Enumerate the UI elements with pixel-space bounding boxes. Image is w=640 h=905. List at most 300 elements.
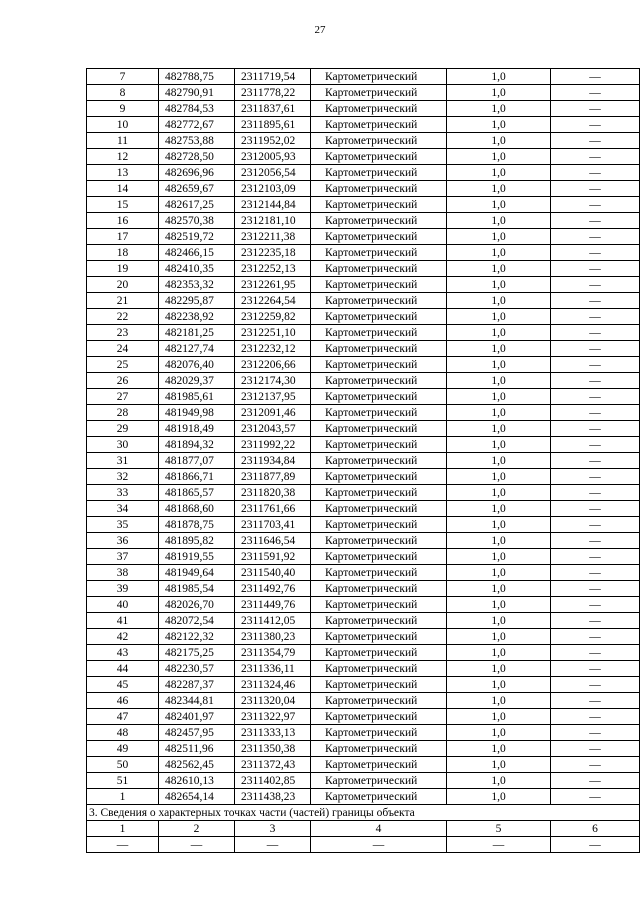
cell-acc: 1,0 xyxy=(447,325,551,341)
cell-desc: — xyxy=(551,469,640,485)
table-row xyxy=(87,757,640,773)
cell-y: 2312211,38 xyxy=(235,229,311,245)
cell-n: 29 xyxy=(87,421,159,437)
cell-desc: — xyxy=(551,741,640,757)
cell-method: Картометрический xyxy=(311,677,447,693)
cell-n: 34 xyxy=(87,501,159,517)
cell-x: 482562,45 xyxy=(159,757,235,773)
cell-x: 482570,38 xyxy=(159,213,235,229)
cell-x: 482295,87 xyxy=(159,293,235,309)
cell-method: Картометрический xyxy=(311,789,447,805)
table-row xyxy=(87,245,640,261)
cell-n: 17 xyxy=(87,229,159,245)
cell-desc: — xyxy=(551,597,640,613)
cell-x: 481895,82 xyxy=(159,533,235,549)
cell-y: 2312259,82 xyxy=(235,309,311,325)
table-row xyxy=(87,293,640,309)
column-header: 5 xyxy=(447,821,551,837)
cell-method: Картометрический xyxy=(311,661,447,677)
table-row xyxy=(87,741,640,757)
table-row xyxy=(87,629,640,645)
cell-desc: — xyxy=(551,725,640,741)
cell-y: 2311703,41 xyxy=(235,517,311,533)
cell-y: 2311350,38 xyxy=(235,741,311,757)
table-row xyxy=(87,373,640,389)
cell-x: 482654,14 xyxy=(159,789,235,805)
cell-method: Картометрический xyxy=(311,581,447,597)
cell-n: 20 xyxy=(87,277,159,293)
cell-desc: — xyxy=(551,661,640,677)
cell-desc: — xyxy=(551,677,640,693)
cell-x: 481866,71 xyxy=(159,469,235,485)
cell-desc: — xyxy=(551,229,640,245)
cell-desc: — xyxy=(551,789,640,805)
cell-method: Картометрический xyxy=(311,757,447,773)
table-row xyxy=(87,677,640,693)
cell-method: Картометрический xyxy=(311,597,447,613)
cell-acc: 1,0 xyxy=(447,357,551,373)
empty-cell: — xyxy=(311,837,447,853)
cell-x: 481949,64 xyxy=(159,565,235,581)
cell-acc: 1,0 xyxy=(447,661,551,677)
table-row xyxy=(87,773,640,789)
table-row xyxy=(87,309,640,325)
cell-n: 24 xyxy=(87,341,159,357)
cell-method: Картометрический xyxy=(311,357,447,373)
table-row xyxy=(87,661,640,677)
cell-acc: 1,0 xyxy=(447,341,551,357)
cell-desc: — xyxy=(551,325,640,341)
cell-y: 2311992,22 xyxy=(235,437,311,453)
cell-method: Картометрический xyxy=(311,165,447,181)
cell-desc: — xyxy=(551,437,640,453)
cell-x: 481865,57 xyxy=(159,485,235,501)
table-row xyxy=(87,725,640,741)
cell-desc: — xyxy=(551,213,640,229)
cell-x: 482122,32 xyxy=(159,629,235,645)
cell-acc: 1,0 xyxy=(447,581,551,597)
cell-desc: — xyxy=(551,517,640,533)
cell-acc: 1,0 xyxy=(447,69,551,85)
cell-y: 2312144,84 xyxy=(235,197,311,213)
cell-y: 2311372,43 xyxy=(235,757,311,773)
cell-method: Картометрический xyxy=(311,245,447,261)
cell-x: 482466,15 xyxy=(159,245,235,261)
page-number: 27 xyxy=(314,24,326,36)
table-row xyxy=(87,517,640,533)
cell-x: 482076,40 xyxy=(159,357,235,373)
cell-acc: 1,0 xyxy=(447,165,551,181)
table-row xyxy=(87,693,640,709)
cell-x: 482410,35 xyxy=(159,261,235,277)
cell-method: Картометрический xyxy=(311,405,447,421)
cell-n: 19 xyxy=(87,261,159,277)
cell-method: Картометрический xyxy=(311,101,447,117)
cell-desc: — xyxy=(551,485,640,501)
cell-desc: — xyxy=(551,309,640,325)
cell-y: 2312174,30 xyxy=(235,373,311,389)
cell-x: 482287,37 xyxy=(159,677,235,693)
cell-y: 2311333,13 xyxy=(235,725,311,741)
cell-n: 15 xyxy=(87,197,159,213)
cell-n: 51 xyxy=(87,773,159,789)
cell-acc: 1,0 xyxy=(447,693,551,709)
cell-n: 37 xyxy=(87,549,159,565)
section-header-row xyxy=(87,821,640,837)
cell-desc: — xyxy=(551,613,640,629)
cell-x: 481919,55 xyxy=(159,549,235,565)
table-row xyxy=(87,485,640,501)
cell-n: 10 xyxy=(87,117,159,133)
cell-acc: 1,0 xyxy=(447,485,551,501)
cell-desc: — xyxy=(551,293,640,309)
empty-cell: — xyxy=(235,837,311,853)
cell-method: Картометрический xyxy=(311,549,447,565)
cell-y: 2311778,22 xyxy=(235,85,311,101)
table-row xyxy=(87,597,640,613)
cell-acc: 1,0 xyxy=(447,101,551,117)
cell-acc: 1,0 xyxy=(447,85,551,101)
cell-y: 2311438,23 xyxy=(235,789,311,805)
cell-desc: — xyxy=(551,69,640,85)
cell-y: 2311322,97 xyxy=(235,709,311,725)
cell-x: 482659,67 xyxy=(159,181,235,197)
cell-y: 2312005,93 xyxy=(235,149,311,165)
cell-method: Картометрический xyxy=(311,181,447,197)
cell-y: 2311591,92 xyxy=(235,549,311,565)
cell-method: Картометрический xyxy=(311,69,447,85)
cell-acc: 1,0 xyxy=(447,533,551,549)
cell-y: 2311952,02 xyxy=(235,133,311,149)
cell-y: 2312206,66 xyxy=(235,357,311,373)
cell-method: Картометрический xyxy=(311,533,447,549)
cell-method: Картометрический xyxy=(311,741,447,757)
table-row xyxy=(87,133,640,149)
cell-acc: 1,0 xyxy=(447,757,551,773)
cell-n: 31 xyxy=(87,453,159,469)
cell-x: 482181,25 xyxy=(159,325,235,341)
cell-n: 18 xyxy=(87,245,159,261)
cell-method: Картометрический xyxy=(311,421,447,437)
cell-x: 481949,98 xyxy=(159,405,235,421)
table-row xyxy=(87,341,640,357)
table-row xyxy=(87,261,640,277)
cell-x: 482238,92 xyxy=(159,309,235,325)
cell-method: Картометрический xyxy=(311,517,447,533)
cell-acc: 1,0 xyxy=(447,421,551,437)
boundary-points-table xyxy=(86,68,640,853)
table-row xyxy=(87,533,640,549)
cell-method: Картометрический xyxy=(311,773,447,789)
cell-y: 2311646,54 xyxy=(235,533,311,549)
cell-n: 1 xyxy=(87,789,159,805)
cell-y: 2311837,61 xyxy=(235,101,311,117)
cell-y: 2312235,18 xyxy=(235,245,311,261)
cell-y: 2312043,57 xyxy=(235,421,311,437)
cell-acc: 1,0 xyxy=(447,405,551,421)
cell-n: 14 xyxy=(87,181,159,197)
cell-n: 8 xyxy=(87,85,159,101)
cell-x: 482127,74 xyxy=(159,341,235,357)
cell-n: 7 xyxy=(87,69,159,85)
cell-method: Картометрический xyxy=(311,293,447,309)
cell-desc: — xyxy=(551,709,640,725)
column-header: 1 xyxy=(87,821,159,837)
cell-desc: — xyxy=(551,133,640,149)
cell-x: 481985,54 xyxy=(159,581,235,597)
cell-acc: 1,0 xyxy=(447,629,551,645)
cell-n: 43 xyxy=(87,645,159,661)
cell-x: 482175,25 xyxy=(159,645,235,661)
table-row xyxy=(87,613,640,629)
cell-acc: 1,0 xyxy=(447,229,551,245)
empty-cell: — xyxy=(551,837,640,853)
cell-x: 481918,49 xyxy=(159,421,235,437)
table-row xyxy=(87,549,640,565)
cell-acc: 1,0 xyxy=(447,133,551,149)
cell-y: 2311402,85 xyxy=(235,773,311,789)
cell-n: 38 xyxy=(87,565,159,581)
cell-y: 2312261,95 xyxy=(235,277,311,293)
cell-y: 2311412,05 xyxy=(235,613,311,629)
column-header: 3 xyxy=(235,821,311,837)
cell-n: 13 xyxy=(87,165,159,181)
cell-desc: — xyxy=(551,629,640,645)
cell-desc: — xyxy=(551,341,640,357)
cell-n: 40 xyxy=(87,597,159,613)
cell-n: 28 xyxy=(87,405,159,421)
cell-x: 481868,60 xyxy=(159,501,235,517)
cell-y: 2312264,54 xyxy=(235,293,311,309)
cell-y: 2311492,76 xyxy=(235,581,311,597)
cell-desc: — xyxy=(551,197,640,213)
cell-acc: 1,0 xyxy=(447,453,551,469)
cell-y: 2312232,12 xyxy=(235,341,311,357)
table-row xyxy=(87,69,640,85)
cell-acc: 1,0 xyxy=(447,501,551,517)
cell-y: 2311719,54 xyxy=(235,69,311,85)
cell-acc: 1,0 xyxy=(447,261,551,277)
cell-n: 23 xyxy=(87,325,159,341)
table-row xyxy=(87,709,640,725)
cell-n: 46 xyxy=(87,693,159,709)
cell-method: Картометрический xyxy=(311,645,447,661)
cell-x: 482519,72 xyxy=(159,229,235,245)
cell-x: 482072,54 xyxy=(159,613,235,629)
cell-n: 41 xyxy=(87,613,159,629)
table-row xyxy=(87,213,640,229)
cell-x: 482790,91 xyxy=(159,85,235,101)
cell-x: 481985,61 xyxy=(159,389,235,405)
cell-desc: — xyxy=(551,405,640,421)
table-row xyxy=(87,117,640,133)
table-row xyxy=(87,789,640,805)
table-row xyxy=(87,453,640,469)
cell-acc: 1,0 xyxy=(447,213,551,229)
cell-x: 482230,57 xyxy=(159,661,235,677)
cell-n: 42 xyxy=(87,629,159,645)
cell-acc: 1,0 xyxy=(447,709,551,725)
table-row xyxy=(87,165,640,181)
cell-n: 25 xyxy=(87,357,159,373)
cell-y: 2312056,54 xyxy=(235,165,311,181)
table-row xyxy=(87,85,640,101)
cell-acc: 1,0 xyxy=(447,469,551,485)
cell-desc: — xyxy=(551,181,640,197)
cell-x: 482753,88 xyxy=(159,133,235,149)
cell-acc: 1,0 xyxy=(447,725,551,741)
cell-method: Картометрический xyxy=(311,117,447,133)
cell-method: Картометрический xyxy=(311,693,447,709)
cell-desc: — xyxy=(551,645,640,661)
cell-n: 22 xyxy=(87,309,159,325)
cell-desc: — xyxy=(551,421,640,437)
cell-desc: — xyxy=(551,117,640,133)
table-row xyxy=(87,197,640,213)
cell-method: Картометрический xyxy=(311,229,447,245)
table-row xyxy=(87,357,640,373)
cell-y: 2311449,76 xyxy=(235,597,311,613)
cell-acc: 1,0 xyxy=(447,309,551,325)
cell-y: 2312137,95 xyxy=(235,389,311,405)
table-row xyxy=(87,405,640,421)
cell-desc: — xyxy=(551,501,640,517)
cell-desc: — xyxy=(551,357,640,373)
column-header: 6 xyxy=(551,821,640,837)
cell-y: 2311336,11 xyxy=(235,661,311,677)
cell-method: Картометрический xyxy=(311,709,447,725)
cell-desc: — xyxy=(551,277,640,293)
empty-cell: — xyxy=(159,837,235,853)
cell-y: 2311877,89 xyxy=(235,469,311,485)
cell-y: 2312251,10 xyxy=(235,325,311,341)
cell-x: 482610,13 xyxy=(159,773,235,789)
cell-acc: 1,0 xyxy=(447,149,551,165)
cell-acc: 1,0 xyxy=(447,741,551,757)
cell-y: 2312252,13 xyxy=(235,261,311,277)
cell-method: Картометрический xyxy=(311,629,447,645)
cell-x: 482784,53 xyxy=(159,101,235,117)
cell-x: 482401,97 xyxy=(159,709,235,725)
cell-n: 26 xyxy=(87,373,159,389)
cell-x: 482696,96 xyxy=(159,165,235,181)
cell-method: Картометрический xyxy=(311,373,447,389)
cell-desc: — xyxy=(551,565,640,581)
cell-x: 482353,32 xyxy=(159,277,235,293)
cell-desc: — xyxy=(551,773,640,789)
cell-n: 49 xyxy=(87,741,159,757)
cell-method: Картометрический xyxy=(311,85,447,101)
cell-n: 45 xyxy=(87,677,159,693)
cell-desc: — xyxy=(551,693,640,709)
cell-x: 482026,70 xyxy=(159,597,235,613)
cell-desc: — xyxy=(551,245,640,261)
cell-acc: 1,0 xyxy=(447,773,551,789)
cell-n: 30 xyxy=(87,437,159,453)
cell-acc: 1,0 xyxy=(447,293,551,309)
cell-acc: 1,0 xyxy=(447,373,551,389)
cell-y: 2311820,38 xyxy=(235,485,311,501)
table-row xyxy=(87,645,640,661)
cell-acc: 1,0 xyxy=(447,597,551,613)
cell-n: 35 xyxy=(87,517,159,533)
cell-desc: — xyxy=(551,533,640,549)
cell-x: 482788,75 xyxy=(159,69,235,85)
cell-n: 33 xyxy=(87,485,159,501)
cell-acc: 1,0 xyxy=(447,245,551,261)
cell-acc: 1,0 xyxy=(447,197,551,213)
cell-acc: 1,0 xyxy=(447,117,551,133)
cell-acc: 1,0 xyxy=(447,277,551,293)
cell-acc: 1,0 xyxy=(447,389,551,405)
cell-desc: — xyxy=(551,757,640,773)
cell-method: Картометрический xyxy=(311,213,447,229)
cell-y: 2311895,61 xyxy=(235,117,311,133)
cell-desc: — xyxy=(551,549,640,565)
table-row xyxy=(87,229,640,245)
cell-method: Картометрический xyxy=(311,149,447,165)
table-row xyxy=(87,325,640,341)
cell-y: 2311354,79 xyxy=(235,645,311,661)
cell-method: Картометрический xyxy=(311,309,447,325)
cell-x: 482029,37 xyxy=(159,373,235,389)
column-header: 2 xyxy=(159,821,235,837)
cell-acc: 1,0 xyxy=(447,517,551,533)
cell-y: 2312103,09 xyxy=(235,181,311,197)
cell-n: 9 xyxy=(87,101,159,117)
cell-method: Картометрический xyxy=(311,437,447,453)
cell-desc: — xyxy=(551,581,640,597)
cell-acc: 1,0 xyxy=(447,437,551,453)
cell-y: 2312091,46 xyxy=(235,405,311,421)
cell-y: 2311320,04 xyxy=(235,693,311,709)
cell-method: Картометрический xyxy=(311,469,447,485)
cell-method: Картометрический xyxy=(311,725,447,741)
cell-method: Картометрический xyxy=(311,389,447,405)
table-row xyxy=(87,181,640,197)
cell-n: 12 xyxy=(87,149,159,165)
cell-acc: 1,0 xyxy=(447,565,551,581)
cell-y: 2311380,23 xyxy=(235,629,311,645)
table-row xyxy=(87,389,640,405)
cell-y: 2311761,66 xyxy=(235,501,311,517)
table-row xyxy=(87,421,640,437)
cell-x: 482728,50 xyxy=(159,149,235,165)
table-row xyxy=(87,277,640,293)
empty-row xyxy=(87,837,640,853)
empty-cell: — xyxy=(87,837,159,853)
table-row xyxy=(87,501,640,517)
cell-x: 482457,95 xyxy=(159,725,235,741)
cell-x: 481877,07 xyxy=(159,453,235,469)
cell-method: Картометрический xyxy=(311,501,447,517)
cell-y: 2311540,40 xyxy=(235,565,311,581)
cell-method: Картометрический xyxy=(311,341,447,357)
cell-method: Картометрический xyxy=(311,133,447,149)
cell-desc: — xyxy=(551,101,640,117)
section-title-row xyxy=(87,805,640,821)
cell-desc: — xyxy=(551,85,640,101)
cell-n: 16 xyxy=(87,213,159,229)
table-row xyxy=(87,101,640,117)
cell-desc: — xyxy=(551,389,640,405)
cell-x: 481878,75 xyxy=(159,517,235,533)
cell-x: 481894,32 xyxy=(159,437,235,453)
cell-method: Картометрический xyxy=(311,613,447,629)
cell-n: 36 xyxy=(87,533,159,549)
table-row xyxy=(87,565,640,581)
cell-method: Картометрический xyxy=(311,485,447,501)
